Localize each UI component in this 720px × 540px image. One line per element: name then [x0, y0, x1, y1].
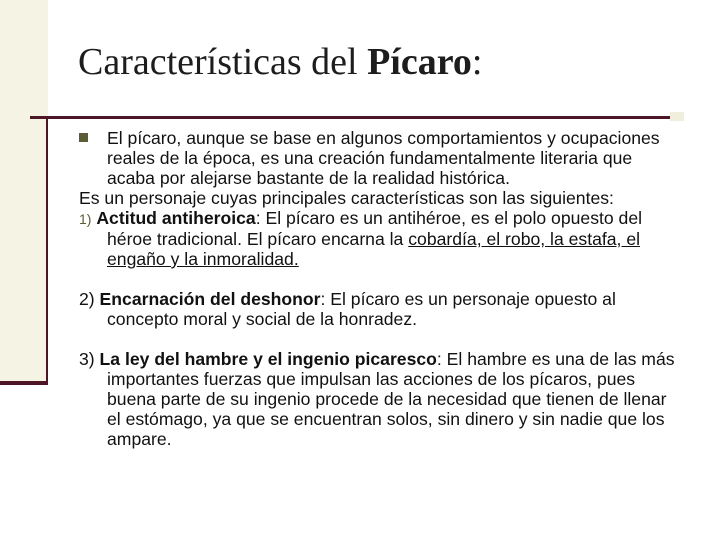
left-bar-vertical-rule: [46, 117, 48, 383]
title-rule-end-block: [670, 112, 684, 121]
intro-text: Es un personaje cuyas principales características son las siguientes:: [79, 188, 614, 208]
bullet-text: El pícaro, aunque se base en algunos comportamientos y ocupaciones reales de la época, es una creación fundamentalmente literaria que acaba por alejarse bastante de la realidad histórica.: [107, 128, 660, 188]
left-bar-top-panel: [0, 0, 48, 117]
intro-paragraph: [79, 188, 679, 208]
title-underline-rule: [30, 116, 670, 119]
list-item-3: [79, 349, 679, 449]
left-decorative-bar: [0, 0, 48, 540]
slide-body: [79, 128, 679, 449]
list-item-3-heading: La ley del hambre y el ingenio picaresco: [99, 349, 437, 369]
slide-title-colon: :: [471, 41, 483, 83]
left-bar-middle-panel: [0, 117, 48, 383]
list-number-2: 2): [79, 289, 95, 309]
spacer: [79, 329, 679, 349]
list-item-2-heading: Encarnación del deshonor: [99, 289, 321, 309]
list-item-1-text: : El pícaro es un antihéroe, es el polo opuesto del héroe tradicional. El pícaro encarna la: [107, 208, 643, 249]
square-bullet-icon: [79, 133, 88, 142]
list-item-2: [79, 289, 679, 329]
list-item-2-text: : El pícaro es un personaje opuesto al concepto moral y social de la honradez.: [107, 289, 616, 329]
list-item-3-text: : El hambre es una de las más importantes fuerzas que impulsan las acciones de los pícaros, pues buena parte de su ingenio procede de la necesidad que tienen de llenar el estómago, ya que se encuentran solos, sin dinero y sin nadie que los ampare.: [107, 349, 675, 449]
slide-title: [78, 40, 482, 84]
list-number-1: 1): [79, 211, 92, 227]
list-item-1-underlined-text: cobardía, el robo, la estafa, el engaño y la inmoralidad.: [107, 229, 641, 269]
list-number-3: 3): [79, 349, 95, 369]
list-item-1-heading: Actitud antiheroica: [96, 208, 256, 228]
slide-title-bold: Pícaro: [367, 41, 472, 83]
list-item-1: [79, 208, 679, 269]
bullet-paragraph: [79, 128, 679, 188]
spacer: [79, 269, 679, 289]
left-bar-horizontal-rule: [0, 381, 48, 385]
slide-title-plain: Características del: [78, 41, 368, 83]
